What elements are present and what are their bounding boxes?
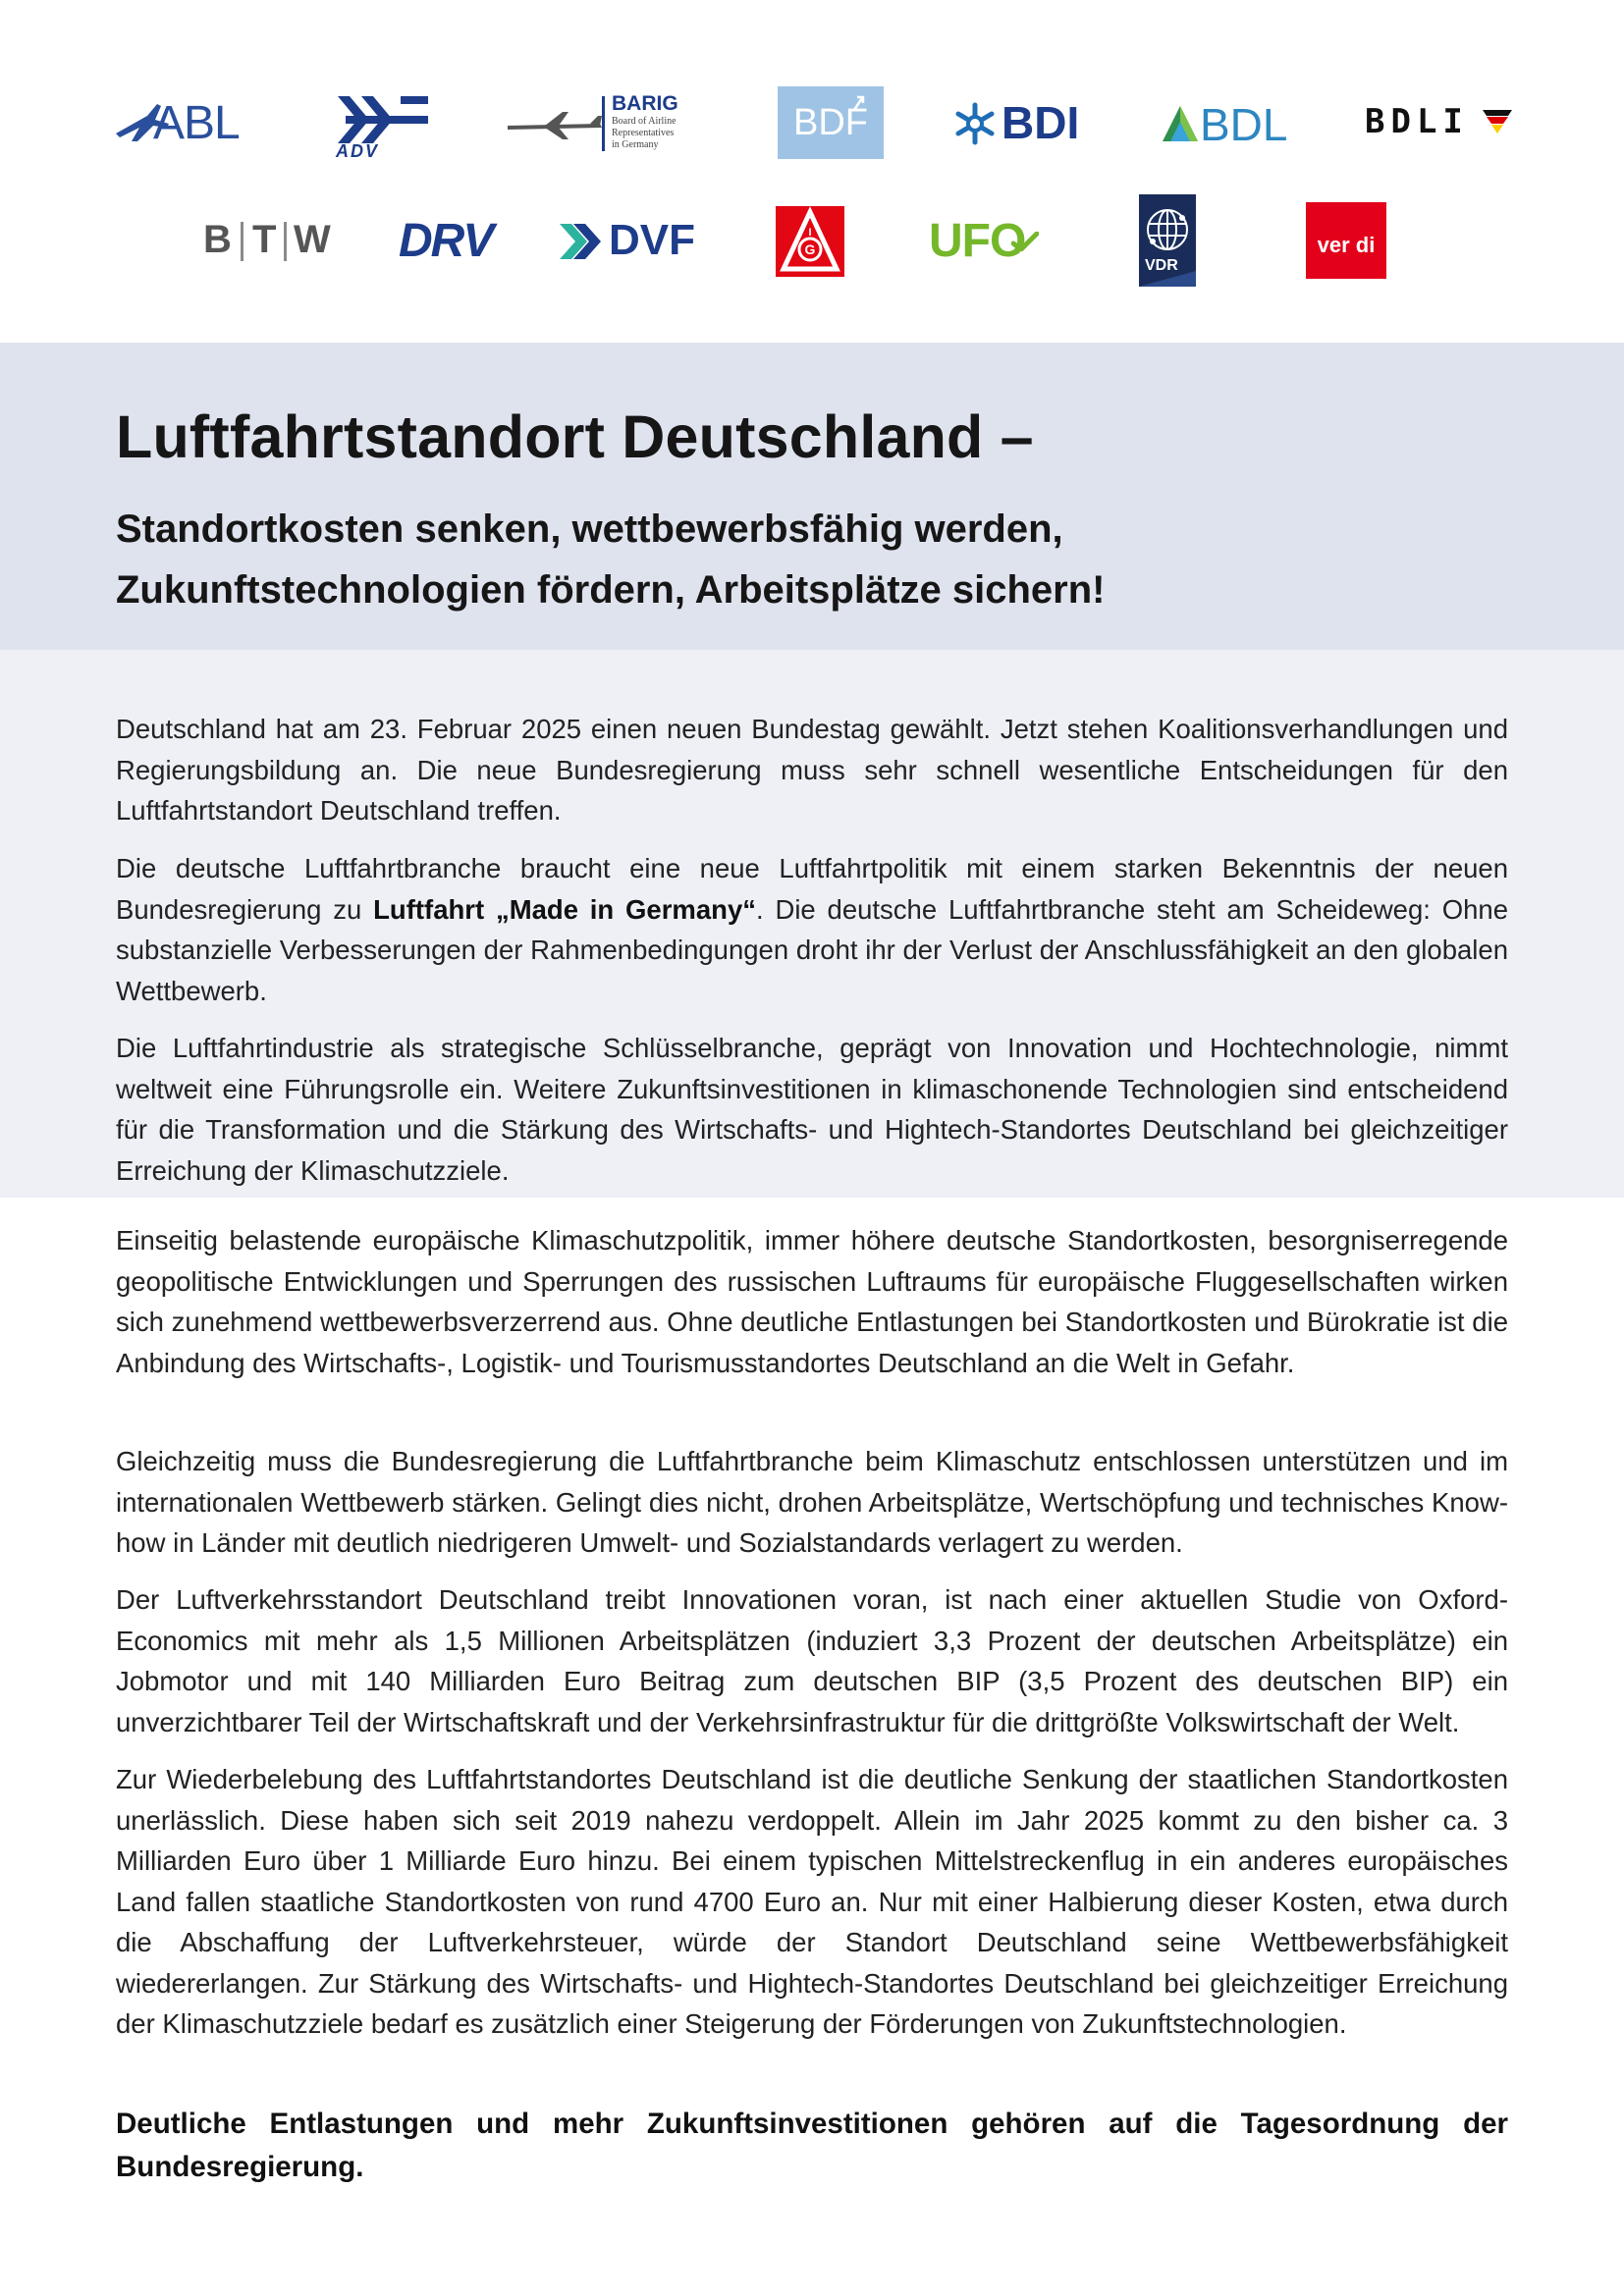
logo-drv-text: DRV [399, 215, 493, 267]
page-title: Luftfahrtstandort Deutschland – [116, 403, 1034, 470]
dvf-arrows-icon [558, 220, 603, 263]
logo-btw-w: W [294, 218, 331, 261]
logo-vdr [1139, 194, 1196, 287]
logo-btw-b: B [203, 218, 232, 261]
paragraph-2 [116, 848, 1508, 1011]
logo-btw-t: T [252, 218, 277, 261]
svg-text:I: I [808, 227, 812, 239]
paragraph-3: Die Luftfahrtindustrie als strategische Schlüsselbranche, geprägt von Innovation und Hochtechnologie, nimmt weltweit eine Führungsrolle ein. Weitere Zukunftsinvestitionen in klimaschonende Technologien sind entscheidend für die Transformation und die Stärkung des Wirtschafts- und Hightech-Standortes Deutschland bei gleichzeitiger Erreichung der Klimaschutzziele. [116, 1033, 1508, 1186]
logo-bdf-text: BDF [793, 101, 868, 143]
paragraph-2-emphasis: Luftfahrt „Made in Germany“ [373, 893, 757, 925]
logo-dvf-text: DVF [609, 216, 695, 264]
paragraph-2-rest: . Die deutsche Luftfahrtbranche steht am Scheideweg: Ohne substanzielle Verbesserungen der Rahmenbedingungen droht ihr der Verlust der Anschlussfähigkeit an den globalen Wettbewerb. [116, 893, 1508, 1006]
logo-dvf [558, 214, 705, 269]
logo-ig-metall [776, 206, 844, 277]
paragraph-1: Deutschland hat am 23. Februar 2025 einen neuen Bundestag gewählt. Jetzt stehen Koalitionsverhandlungen und Regierungsbildung an. Die neue Bundesregierung muss sehr schnell wesentliche Entscheidungen für den Luftfahrtstandort Deutschland treffen. [116, 714, 1508, 826]
logo-btw [201, 214, 349, 269]
logo-abl [110, 94, 267, 155]
paragraph-6: Der Luftverkehrsstandort Deutschland treibt Innovationen voran, ist nach einer aktuellen Studie von Oxford-Economics mit mehr als 1,5 Millionen Arbeitsplätzen (induziert 3,3 Prozent der deutschen Arbeitsplätze) ein Jobmotor und mit 140 Milliarden Euro Beitrag zum deutschen BIP (3,5 Prozent des deutschen BIP) ein unverzichtbarer Teil der Wirtschaftskraft und der Verkehrsinfrastruktur für die drittgrößte Volkswirtschaft der Welt. [116, 1584, 1508, 1737]
logo-vdr-text: VDR [1145, 257, 1178, 274]
page-subtitle [116, 499, 1510, 620]
logo-adv-text: ADV [336, 141, 380, 161]
logo-bdli-text: BDLI [1365, 102, 1469, 141]
logo-ufo [929, 214, 1047, 269]
bdl-triangle-icon [1161, 104, 1200, 143]
paragraph-5: Gleichzeitig muss die Bundesregierung die Luftfahrtbranche beim Klimaschutz entschlossen unterstützen und im internationalen Wettbewerb stärken. Gelingt dies nicht, drohen Arbeitsplätze, Wertschöpfung und technisches Know-how in Länder mit deutlich niedrigeren Umwelt- und Sozialstandards verlagert zu werden. [116, 1446, 1508, 1558]
logo-bdli [1365, 102, 1514, 145]
logo-abl-text: ABL [153, 97, 240, 149]
closing-statement: Deutliche Entlastungen und mehr Zukunftsinvestitionen gehören auf die Tagesordnung der Bundesregierung. [116, 2108, 1508, 2183]
ufo-swoosh-icon [1011, 232, 1039, 251]
logo-bdl-text: BDL [1200, 99, 1288, 150]
logo-bdf [778, 86, 884, 159]
logo-bdi-text: BDI [1001, 97, 1080, 148]
svg-text:G: G [804, 241, 816, 257]
paragraph-4: Einseitig belastende europäische Klimaschutzpolitik, immer höhere deutsche Standortkosten, besorgniserregende geopolitische Entwicklungen und Sperrungen des russischen Luftraums für europäische Fluggesellschaften wirken sich zunehmend wettbewerbsverzerrend aus. Ohne deutliche Entlastungen bei Standortkosten und Bürokratie ist die Anbindung des Wirtschafts-, Logistik- und Tourismusstandortes Deutschland an die Welt in Gefahr. [116, 1225, 1508, 1378]
subtitle-line-2: Zukunftstechnologien fördern, Arbeitsplätze sichern! [116, 568, 1106, 612]
paragraph-7: Zur Wiederbelebung des Luftfahrtstandortes Deutschland ist die deutliche Senkung der staatlichen Standortkosten unerlässlich. Diese haben sich seit 2019 nahezu verdoppelt. Allein im Jahr 2025 kommt zu den bisher ca. 3 Milliarden Euro über 1 Milliarde Euro hinzu. Bei einem typischen Mittelstreckenflug in ein anderes europäisches Land fallen staatliche Standortkosten von rund 4700 Euro an. Nur mit einer Halbierung dieser Kosten, etwa durch die Abschaffung der Luftverkehrsteuer, würde der Standort Deutschland seine Wettbewerbsfähigkeit wiedererlangen. Zur Stärkung des Wirtschafts- und Hightech-Standortes Deutschland bei gleichzeitiger Erreichung der Klimaschutzziele bedarf es zusätzlich einer Steigerung der Förderungen von Zukunftstechnologien. [116, 1764, 1508, 2039]
logo-bdl [1161, 96, 1294, 151]
logo-ufo-text: UFO [929, 215, 1026, 267]
logo-adv [332, 84, 434, 161]
logo-barig-tagline-3: in Germany [612, 139, 659, 150]
logo-barig-tagline-2: Representatives [612, 128, 675, 138]
logo-verdi [1306, 202, 1386, 279]
logo-barig [506, 92, 702, 161]
partner-logos [0, 0, 1624, 344]
logo-verdi-text: ver di [1317, 233, 1376, 257]
paragraph-2-lead: Die deutsche Luftfahrtbranche braucht eine neue Luftfahrtpolitik mit einem starken Bekenntnis der neuen Bundesregierung zu [116, 853, 1508, 925]
bdli-flag-icon [1483, 110, 1512, 133]
logo-bdi [952, 96, 1090, 151]
logo-barig-name: BARIG [612, 92, 678, 115]
subtitle-line-1: Standortkosten senken, wettbewerbsfähig werden, [116, 507, 1063, 551]
logo-barig-tagline-1: Board of Airline [612, 116, 677, 127]
bdi-snowflake-icon [952, 101, 998, 146]
logo-drv [399, 214, 501, 269]
